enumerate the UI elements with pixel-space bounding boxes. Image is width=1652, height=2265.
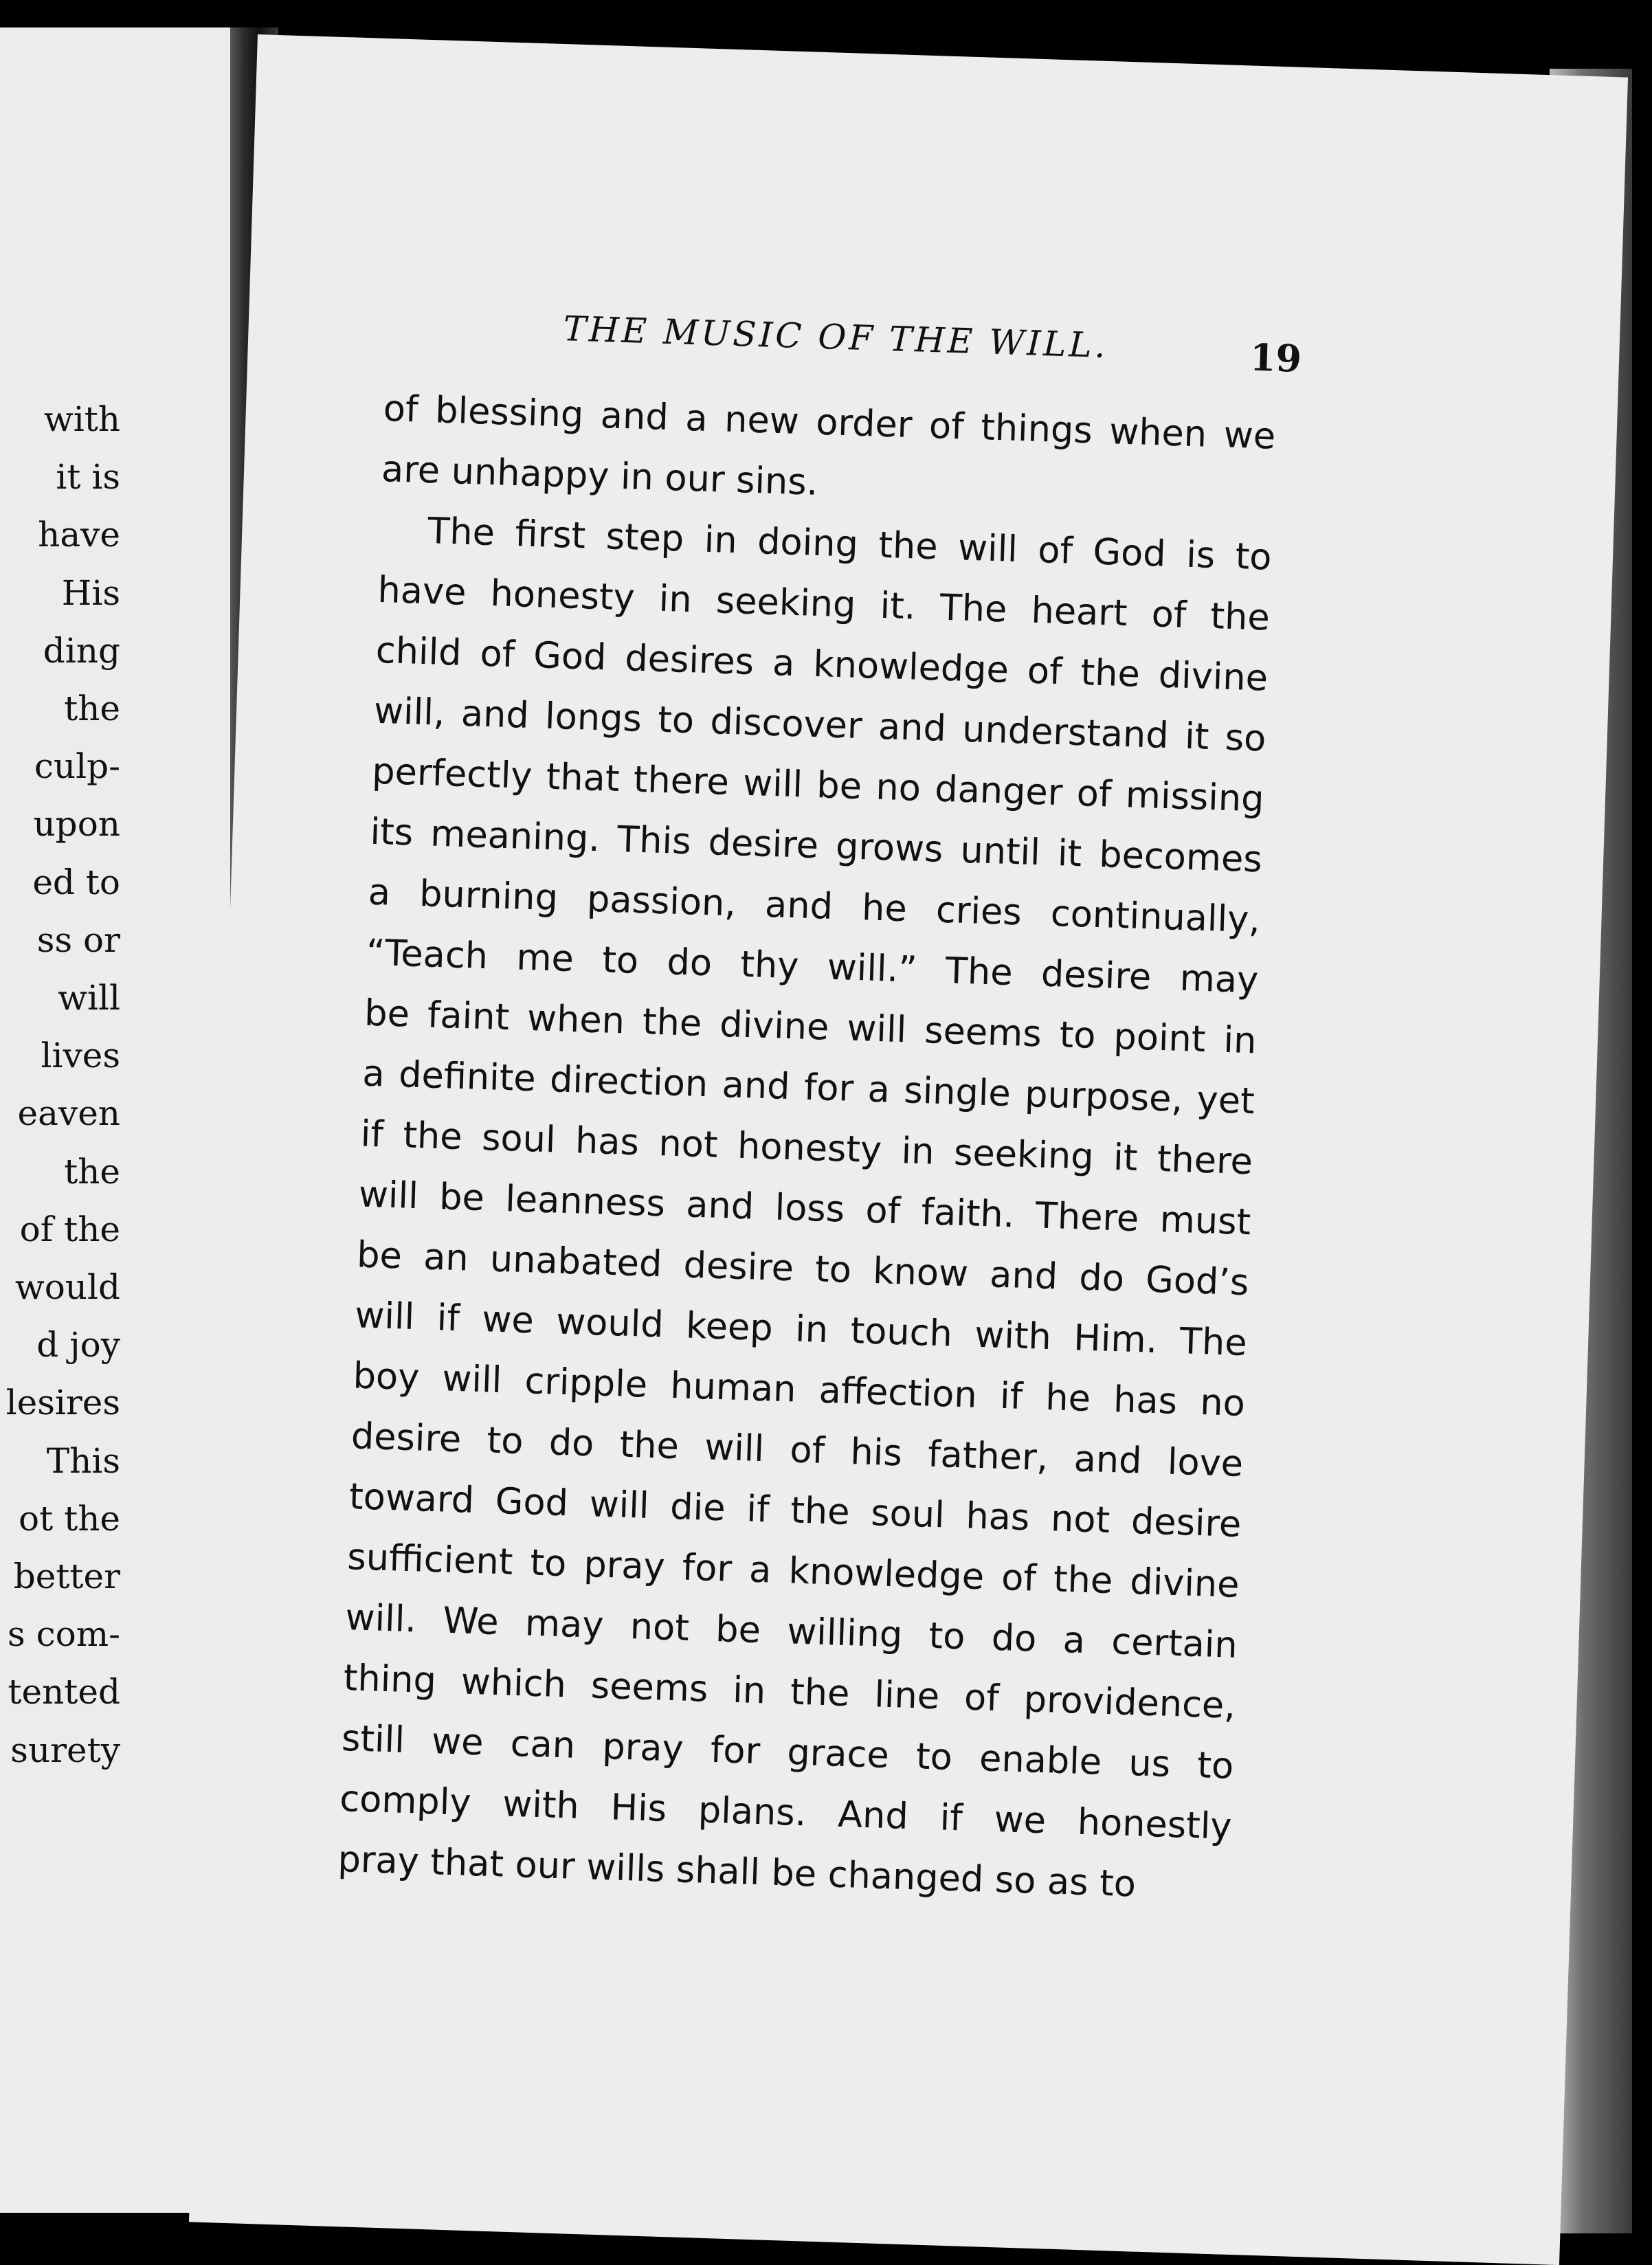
left-page-line: the (64, 1151, 120, 1192)
body-line: its meaning. This desire grows until it becomes (369, 810, 1263, 881)
body-line: a definite direction and for a single purpose, yet (361, 1052, 1255, 1123)
right-page (189, 34, 1628, 2265)
left-page-line: d joy (36, 1325, 120, 1365)
body-line: perfectly that there will be no danger of missing (371, 750, 1265, 821)
left-page-line: culp- (34, 746, 120, 787)
left-page-line: better (13, 1557, 120, 1596)
body-line: will if we would keep in touch with Him. The (354, 1294, 1248, 1365)
body-line: child of God desires a knowledge of the divine (375, 629, 1269, 700)
body-line: will. We may not be willing to do a certain (344, 1596, 1238, 1666)
left-page-line: have (38, 515, 120, 555)
body-line: will, and longs to discover and understand it so (373, 689, 1267, 760)
left-page-line: the (64, 689, 120, 728)
left-page-line: it is (56, 457, 120, 498)
left-page-line: ot the (19, 1498, 120, 1539)
body-line: sufficient to pray for a knowledge of the divine (346, 1536, 1240, 1606)
left-page-line: with (43, 399, 120, 439)
body-line: still we can pray for grace to enable us to (341, 1717, 1235, 1787)
left-page-line: ding (43, 630, 120, 671)
body-line: have honesty in seeking it. The heart of the (377, 568, 1271, 639)
body-text (337, 379, 1277, 1918)
body-line: desire to do the will of his father, and love (350, 1415, 1244, 1486)
left-page (0, 27, 230, 2213)
left-page-line: of the (19, 1209, 120, 1249)
body-line: be an unabated desire to know and do God’s (356, 1234, 1250, 1304)
left-page-line: ss or (36, 919, 120, 960)
left-page-line: will (58, 978, 120, 1018)
left-page-line: s com- (8, 1614, 120, 1655)
body-line: The first step in doing the will of God is to (427, 510, 1273, 579)
left-page-line: lives (41, 1036, 120, 1076)
left-page-line: This (46, 1440, 120, 1481)
body-line: a burning passion, and he cries continually, (367, 871, 1261, 941)
body-line: toward God will die if the soul has not desire (348, 1475, 1242, 1546)
left-page-line: upon (33, 804, 120, 845)
body-line: be faint when the divine will seems to point in (364, 992, 1258, 1062)
body-line: of blessing and a new order of things when we (383, 388, 1276, 458)
left-page-line: ed to (32, 862, 120, 902)
body-line: comply with His plans. And if we honestly (339, 1778, 1233, 1848)
body-line: pray that our wills shall be changed so as to (337, 1838, 1137, 1906)
page-number: 19 (1249, 335, 1303, 381)
running-head: THE MUSIC OF THE WILL. (562, 309, 1109, 366)
left-page-line: surety (10, 1730, 120, 1770)
body-line: will be leanness and loss of faith. There must (358, 1173, 1252, 1244)
body-line: if the soul has not honesty in seeking it there (359, 1113, 1253, 1183)
left-page-line: lesires (5, 1383, 120, 1423)
body-line: boy will cripple human affection if he has no (352, 1354, 1246, 1425)
left-page-line: eaven (17, 1093, 120, 1134)
body-line: thing which seems in the line of providence, (342, 1657, 1236, 1727)
left-page-line: would (14, 1267, 120, 1307)
body-line: are unhappy in our sins. (381, 447, 819, 504)
body-line: “Teach me to do thy will.” The desire may (366, 931, 1260, 1002)
left-page-line: tented (8, 1672, 120, 1712)
left-page-line: His (61, 572, 120, 613)
